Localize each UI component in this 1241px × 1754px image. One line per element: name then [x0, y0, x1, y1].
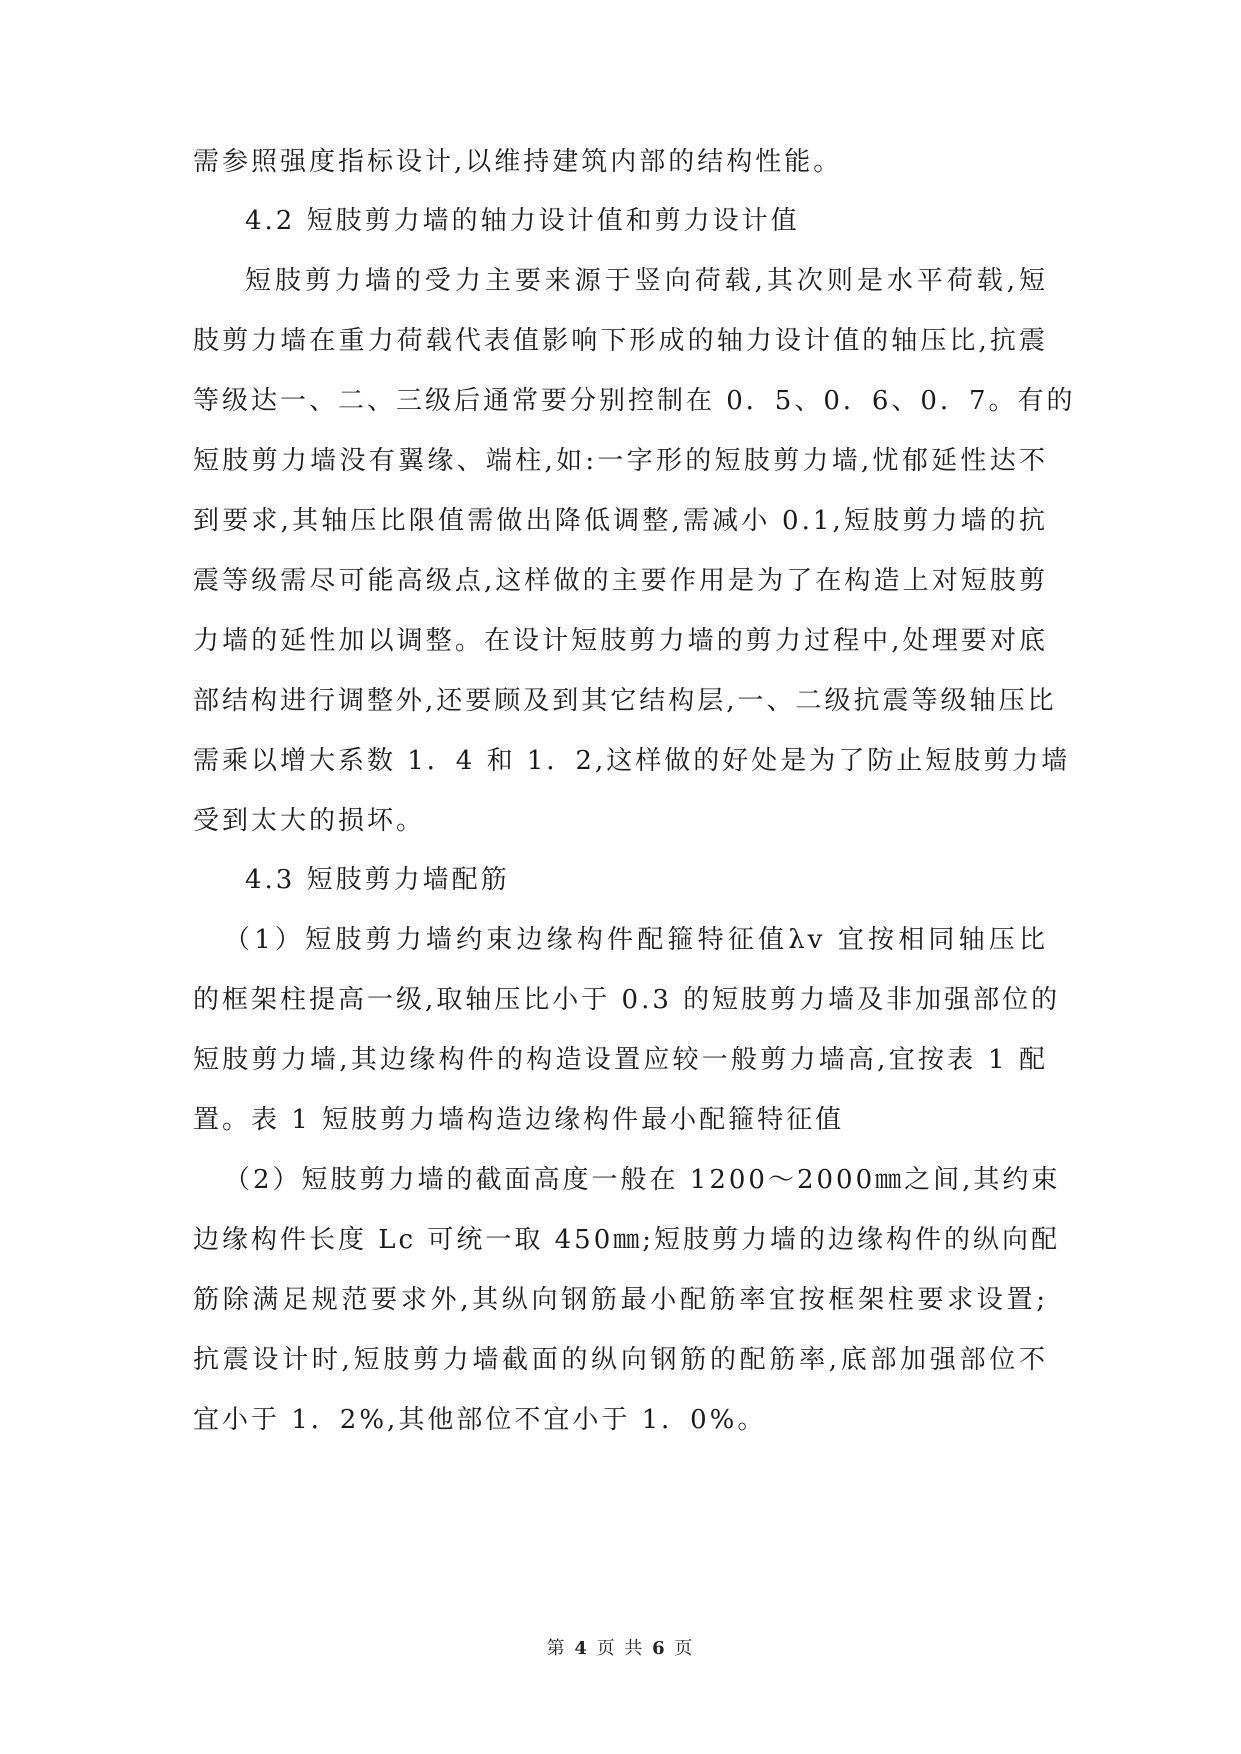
text-line: 抗震设计时,短肢剪力墙截面的纵向钢筋的配筋率,底部加强部位不 — [193, 1345, 1048, 1375]
text-line: 部结构进行调整外,还要顾及到其它结构层,一、二级抗震等级轴压比 — [193, 686, 1057, 716]
text-line: 置。表 1 短肢剪力墙构造边缘构件最小配箍特征值 — [193, 1105, 845, 1135]
text-line: （2）短肢剪力墙的截面高度一般在 1200～2000㎜之间,其约束 — [224, 1165, 1061, 1195]
text-line: 震等级需尽可能高级点,这样做的主要作用是为了在构造上对短肢剪 — [193, 566, 1048, 596]
text-line: 短肢剪力墙,其边缘构件的构造设置应较一般剪力墙高,宜按表 1 配 — [193, 1045, 1048, 1075]
text-line: 受到太大的损坏。 — [193, 806, 426, 836]
page-total: 6 — [652, 1638, 667, 1659]
footer-prefix: 第 — [546, 1638, 567, 1659]
text-line: 需参照强度指标设计,以维持建筑内部的结构性能。 — [193, 147, 843, 177]
page-number: 4 — [574, 1638, 589, 1659]
heading-text: 4.2 短肢剪力墙的轴力设计值和剪力设计值 — [245, 206, 800, 236]
text-line: 等级达一、二、三级后通常要分别控制在 0．5、0．6、0．7。有的 — [193, 386, 1076, 416]
text-line: 边缘构件长度 Lc 可统一取 450㎜;短肢剪力墙的边缘构件的纵向配 — [193, 1225, 1061, 1255]
heading-text: 4.3 短肢剪力墙配筋 — [245, 865, 510, 895]
text-line: 短肢剪力墙没有翼缘、端柱,如:一字形的短肢剪力墙,忧郁延性达不 — [193, 446, 1048, 476]
footer-mid: 页 共 — [596, 1638, 645, 1659]
text-line: 宜小于 1．2%,其他部位不宜小于 1．0%。 — [193, 1405, 767, 1435]
text-line: 短肢剪力墙的受力主要来源于竖向荷载,其次则是水平荷载,短 — [245, 266, 1048, 296]
footer-suffix: 页 — [674, 1638, 695, 1659]
text-line: 力墙的延性加以调整。在设计短肢剪力墙的剪力过程中,处理要对底 — [193, 626, 1048, 656]
text-line: 到要求,其轴压比限值需做出降低调整,需减小 0.1,短肢剪力墙的抗 — [193, 506, 1048, 536]
text-line: 肢剪力墙在重力荷载代表值影响下形成的轴力设计值的轴压比,抗震 — [193, 326, 1048, 356]
text-line: （1）短肢剪力墙约束边缘构件配箍特征值λv 宜按相同轴压比 — [224, 925, 1048, 955]
text-line: 的框架柱提高一级,取轴压比小于 0.3 的短肢剪力墙及非加强部位的 — [193, 985, 1061, 1015]
page-footer — [0, 1638, 1241, 1660]
text-line: 筋除满足规范要求外,其纵向钢筋最小配筋率宜按框架柱要求设置; — [193, 1285, 1048, 1315]
text-line: 需乘以增大系数 1．4 和 1．2,这样做的好处是为了防止短肢剪力墙 — [193, 746, 1071, 776]
